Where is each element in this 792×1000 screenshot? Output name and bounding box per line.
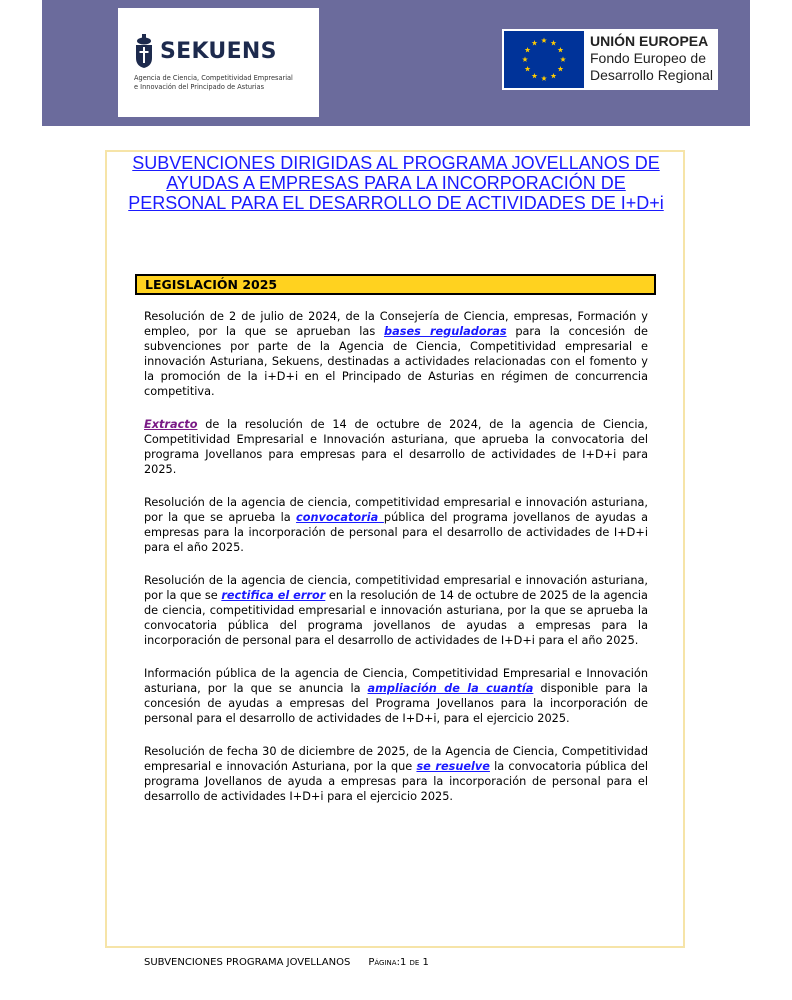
eu-star-icon [532,40,538,45]
page-footer: SUBVENCIONES PROGRAMA JOVELLANOS Página:1 de 1 [144,957,429,968]
page-title: SUBVENCIONES DIRIGIDAS AL PROGRAMA JOVELLANOS DE AYUDAS A EMPRESAS PARA LA INCORPORACIÓN DE PERSONAL PARA EL DESARROLLO DE ACTIVIDADES DE I+D+i [128,153,664,213]
eu-fund-line-2: Desarrollo Regional [590,67,713,83]
legislation-paragraph: Resolución de 2 de julio de 2024, de la Consejería de Ciencia, empresas, Formación y empleo, por la que se aprueban las bases reguladoras para la concesión de subvenciones por parte de la Agencia de Ciencia, Competitividad empresarial e innovación Asturiana, Sekuens, destinadas a actividades relacionadas con el fomento y la promoción de la i+D+i en el Principado de Asturias en régimen de concurrencia competitiva. [144,310,648,398]
section-heading-bar [135,274,656,295]
footer-page-current: 1 [399,957,407,968]
footer-page-total: 1 [422,957,429,968]
eu-flag-icon [504,31,584,88]
eu-stars [504,31,584,88]
legislation-paragraph: Resolución de fecha 30 de diciembre de 2025, de la Agencia de Ciencia, Competitividad empresarial e innovación Asturiana, por la que se resuelve la convocatoria pública del programa Jovellanos de ayuda a empresas para la incorporación de personal para el desarrollo de actividades I+D+i para el ejercicio 2025. [144,745,648,803]
legislation-paragraph: Extracto de la resolución de 14 de octubre de 2024, de la agencia de Ciencia, Competitividad Empresarial e Innovación asturiana, que aprueba la convocatoria del programa Jovellanos para empresas para el desarrollo de actividades de I+D+i para 2025. [144,418,648,476]
sekuens-tagline [134,74,314,92]
legislation-paragraph: Información pública de la agencia de Ciencia, Competitividad Empresarial e Innovación asturiana, por la que se anuncia la ampliación de la cuantía disponible para la concesión de ayudas a empresas del Programa Jovellanos para la incorporación de personal para el desarrollo de actividades de I+D+i, para el ejercicio 2025. [144,667,648,725]
eu-title: UNIÓN EUROPEA [590,33,709,49]
legislation-paragraph: Resolución de la agencia de ciencia, competitividad empresarial e innovación asturiana, por la que se aprueba la convocatoria pública del programa jovellanos de ayudas a empresas para la incorporación de personal para el desarrollo de actividades de I+D+i para el año 2025. [144,496,648,554]
footer-page-of: de [409,957,420,968]
sekuens-logo [118,8,319,117]
eu-star-icon [525,47,531,52]
se-resuelve-link[interactable]: se resuelve [416,760,490,773]
eu-star-icon [560,57,566,62]
section-heading: LEGISLACIÓN 2025 [145,277,278,292]
footer-title: SUBVENCIONES PROGRAMA JOVELLANOS [144,957,351,968]
legislation-list [144,309,648,822]
ampliacion-cuantia-link[interactable]: ampliación de la cuantía [367,682,534,695]
convocatoria-link[interactable]: convocatoria [296,511,384,524]
sekuens-tagline-line-1: Agencia de Ciencia, Competitividad Empresarial [134,74,293,82]
eu-star-icon [551,73,557,78]
eu-star-icon [551,40,557,45]
eu-star-icon [532,73,538,78]
extracto-link[interactable]: Extracto [144,418,198,431]
eu-star-icon [541,38,547,43]
asturias-crest-icon [134,34,154,68]
eu-text [590,33,713,84]
eu-star-icon [541,76,547,81]
eu-star-icon [525,66,531,71]
rectifica-error-link[interactable]: rectifica el error [221,589,326,602]
sekuens-brand: SEKUENS [160,39,277,64]
eu-star-icon [558,66,564,71]
bases-reguladoras-link[interactable]: bases reguladoras [384,325,507,338]
sekuens-tagline-line-2: e Innovación del Principado de Asturias [134,83,265,91]
eu-star-icon [522,57,528,62]
eu-logo [502,29,718,90]
eu-fund-line-1: Fondo Europeo de [590,50,706,66]
footer-page-label: Página [368,957,397,968]
eu-star-icon [558,47,564,52]
legislation-paragraph: Resolución de la agencia de ciencia, competitividad empresarial e innovación asturiana, por la que se rectifica el error en la resolución de 14 de octubre de 2025 de la agencia de ciencia, competitividad empresarial e innovación asturiana, por la que se aprueba la convocatoria pública del programa jovellanos de ayudas a empresas para la incorporación de personal para el desarrollo de actividades de I+D+i para el año 2025. [144,574,648,647]
